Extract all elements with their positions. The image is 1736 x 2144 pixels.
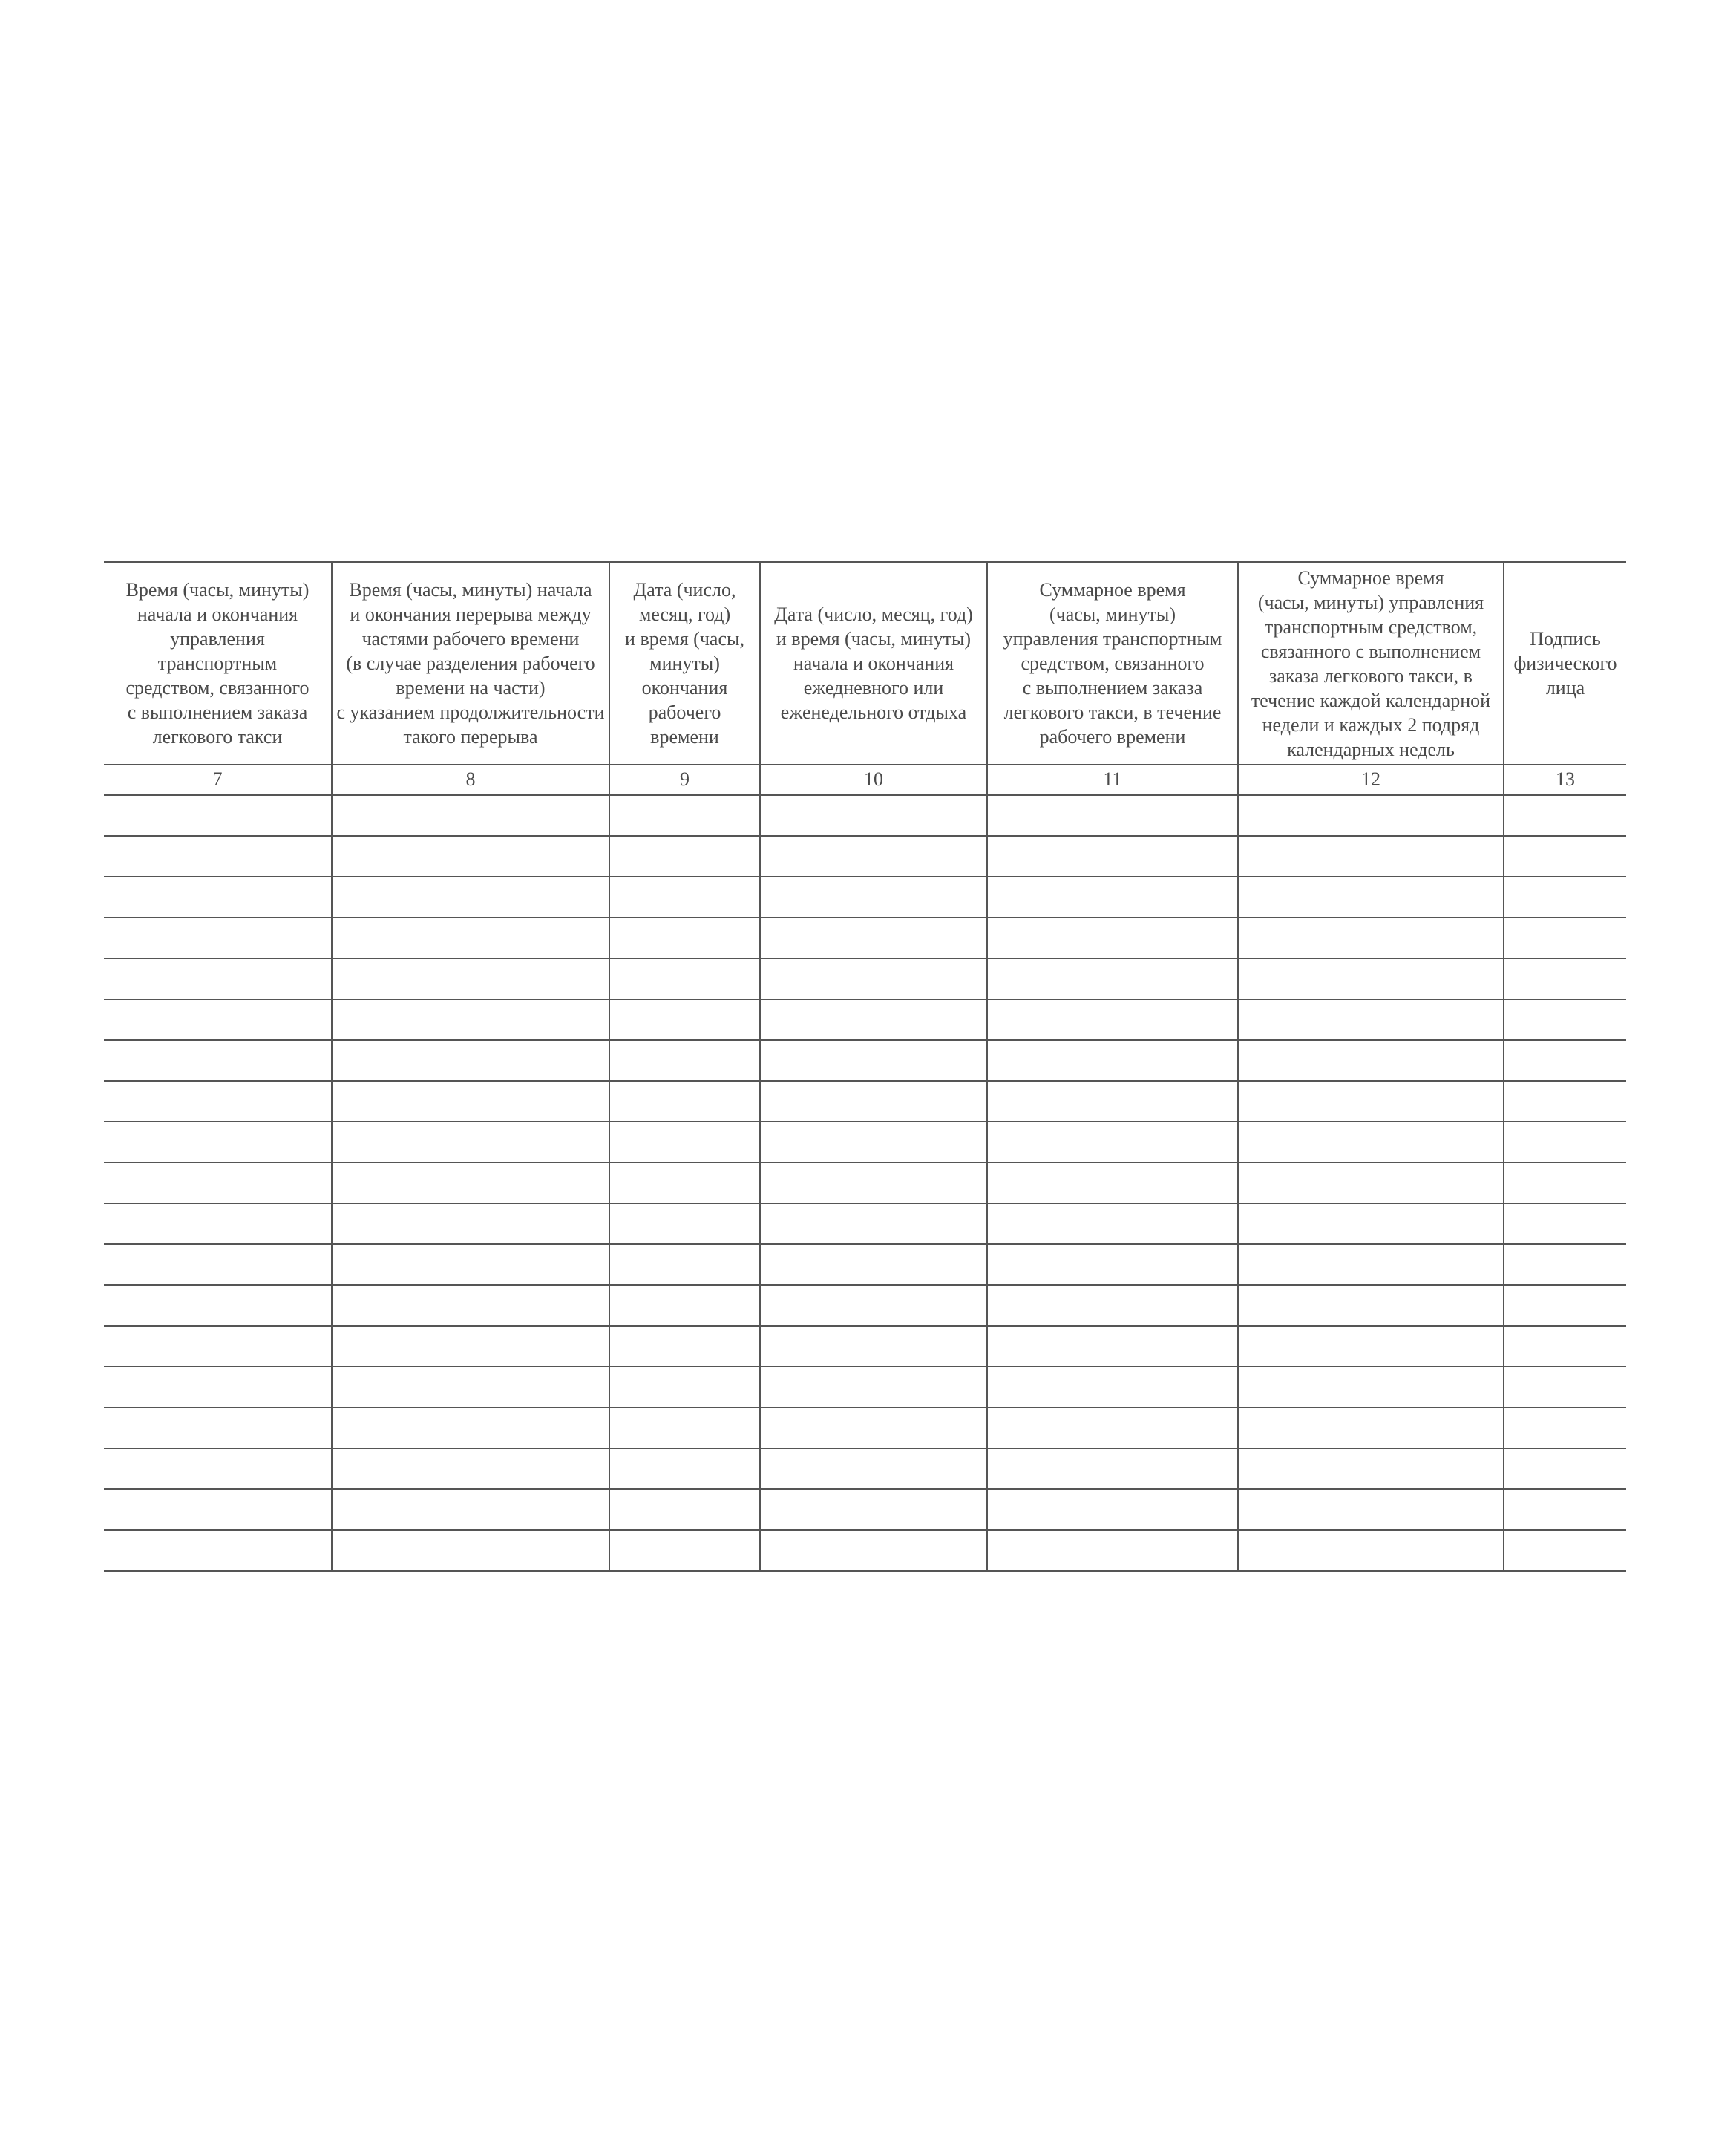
table-cell[interactable] [1238, 1244, 1504, 1285]
column-header-8: Время (часы, минуты) начала и окончания перерыва между частями рабочего времени (в случае разделения рабочего времени на части) с указанием продолжительности такого перерыва [332, 563, 609, 765]
table-cell[interactable] [987, 1326, 1238, 1367]
table-cell[interactable] [987, 1081, 1238, 1122]
table-cell[interactable] [104, 836, 332, 877]
table-cell[interactable] [760, 1367, 987, 1408]
table-cell[interactable] [609, 1530, 760, 1571]
column-header-7: Время (часы, минуты) начала и окончания управления транспортным средством, связанного с выполнением заказа легкового такси [104, 563, 332, 765]
table-cell[interactable] [1504, 1530, 1626, 1571]
table-cell[interactable] [332, 1040, 609, 1081]
table-cell[interactable] [987, 999, 1238, 1040]
table-cell[interactable] [1238, 1285, 1504, 1326]
table-cell[interactable] [760, 836, 987, 877]
table-cell[interactable] [1238, 1203, 1504, 1244]
table-cell[interactable] [332, 918, 609, 958]
table-cell[interactable] [1504, 1163, 1626, 1203]
table-cell[interactable] [1238, 999, 1504, 1040]
table-cell[interactable] [1238, 1448, 1504, 1489]
table-cell[interactable] [1504, 958, 1626, 999]
table-cell[interactable] [104, 1040, 332, 1081]
table-row [104, 1489, 1626, 1530]
table-cell[interactable] [104, 999, 332, 1040]
table-cell[interactable] [1504, 1040, 1626, 1081]
table-cell[interactable] [1504, 1122, 1626, 1163]
table-cell[interactable] [987, 1408, 1238, 1448]
column-header-10: Дата (число, месяц, год) и время (часы, минуты) начала и окончания ежедневного или еженедельного отдыха [760, 563, 987, 765]
table-cell[interactable] [104, 918, 332, 958]
table-cell[interactable] [332, 1367, 609, 1408]
table-cell[interactable] [760, 1244, 987, 1285]
table-row [104, 1408, 1626, 1448]
table-cell[interactable] [332, 1203, 609, 1244]
table-row [104, 1122, 1626, 1163]
column-number-12: 12 [1238, 765, 1504, 795]
table-cell[interactable] [987, 794, 1238, 836]
table-cell[interactable] [1238, 1081, 1504, 1122]
table-cell[interactable] [1504, 1244, 1626, 1285]
table-cell[interactable] [609, 1081, 760, 1122]
table-cell[interactable] [332, 1163, 609, 1203]
table-cell[interactable] [332, 1408, 609, 1448]
column-number-row [104, 765, 1626, 795]
table-cell[interactable] [987, 1489, 1238, 1530]
table-cell[interactable] [332, 1244, 609, 1285]
table-cell[interactable] [1238, 1408, 1504, 1448]
table-cell[interactable] [1504, 794, 1626, 836]
table-cell[interactable] [332, 1530, 609, 1571]
table-cell[interactable] [1238, 794, 1504, 836]
table-cell[interactable] [1238, 1163, 1504, 1203]
table-cell[interactable] [1238, 1040, 1504, 1081]
column-number-11: 11 [987, 765, 1238, 795]
table-cell[interactable] [104, 1448, 332, 1489]
table-cell[interactable] [1238, 958, 1504, 999]
table-cell[interactable] [609, 1040, 760, 1081]
table-cell[interactable] [1238, 1530, 1504, 1571]
table-cell[interactable] [987, 1122, 1238, 1163]
table-cell[interactable] [1504, 1285, 1626, 1326]
column-number-7: 7 [104, 765, 332, 795]
table-row [104, 836, 1626, 877]
table-cell[interactable] [104, 1367, 332, 1408]
table-cell[interactable] [609, 1489, 760, 1530]
table-cell[interactable] [987, 1367, 1238, 1408]
column-header-13: Подпись физического лица [1504, 563, 1626, 765]
column-number-8: 8 [332, 765, 609, 795]
table-cell[interactable] [760, 1285, 987, 1326]
table-cell[interactable] [609, 1326, 760, 1367]
table-cell[interactable] [987, 918, 1238, 958]
table-cell[interactable] [609, 1367, 760, 1408]
table-cell[interactable] [1238, 1122, 1504, 1163]
table-cell[interactable] [104, 1244, 332, 1285]
column-number-10: 10 [760, 765, 987, 795]
table-cell[interactable] [104, 1081, 332, 1122]
table-cell[interactable] [609, 999, 760, 1040]
table-cell[interactable] [760, 1326, 987, 1367]
table-cell[interactable] [1504, 1326, 1626, 1367]
table-cell[interactable] [609, 794, 760, 836]
table-cell[interactable] [987, 1285, 1238, 1326]
table-cell[interactable] [760, 1081, 987, 1122]
table-row [104, 1163, 1626, 1203]
table-cell[interactable] [760, 794, 987, 836]
table-cell[interactable] [1504, 1408, 1626, 1448]
column-header-12: Суммарное время (часы, минуты) управления транспортным средством, связанного с выполнением заказа легкового такси, в течение каждой календарной недели и каждых 2 подряд календарных недель [1238, 563, 1504, 765]
table-cell[interactable] [104, 1408, 332, 1448]
table-cell[interactable] [760, 1530, 987, 1571]
table-cell[interactable] [609, 1448, 760, 1489]
table-cell[interactable] [1238, 1326, 1504, 1367]
table-cell[interactable] [332, 1285, 609, 1326]
table-cell[interactable] [104, 1122, 332, 1163]
table-cell[interactable] [1504, 836, 1626, 877]
table-cell[interactable] [1238, 918, 1504, 958]
table-cell[interactable] [987, 1163, 1238, 1203]
table-cell[interactable] [760, 877, 987, 918]
table-row [104, 918, 1626, 958]
table-cell[interactable] [609, 1203, 760, 1244]
table-cell[interactable] [760, 1122, 987, 1163]
table-cell[interactable] [609, 918, 760, 958]
column-header-9: Дата (число, месяц, год) и время (часы, минуты) окончания рабочего времени [609, 563, 760, 765]
table-cell[interactable] [104, 1285, 332, 1326]
table-cell[interactable] [1238, 836, 1504, 877]
table-body [104, 794, 1626, 1571]
table-cell[interactable] [332, 999, 609, 1040]
table-cell[interactable] [332, 877, 609, 918]
table-cell[interactable] [104, 1203, 332, 1244]
table-cell[interactable] [1504, 918, 1626, 958]
table-row [104, 1203, 1626, 1244]
table-row [104, 958, 1626, 999]
column-header-11: Суммарное время (часы, минуты) управления транспортным средством, связанного с выполнением заказа легкового такси, в течение рабочего времени [987, 563, 1238, 765]
column-number-13: 13 [1504, 765, 1626, 795]
table-cell[interactable] [104, 794, 332, 836]
table-cell[interactable] [104, 1530, 332, 1571]
table-cell[interactable] [332, 1326, 609, 1367]
table-cell[interactable] [332, 1081, 609, 1122]
table-cell[interactable] [760, 918, 987, 958]
table-row [104, 1326, 1626, 1367]
table-cell[interactable] [1238, 1367, 1504, 1408]
table-cell[interactable] [987, 877, 1238, 918]
table-cell[interactable] [332, 1489, 609, 1530]
table-cell[interactable] [987, 836, 1238, 877]
table-cell[interactable] [1238, 877, 1504, 918]
table-cell[interactable] [104, 877, 332, 918]
table-cell[interactable] [1504, 877, 1626, 918]
table-cell[interactable] [332, 1122, 609, 1163]
table-row [104, 1448, 1626, 1489]
table-cell[interactable] [104, 1163, 332, 1203]
table-cell[interactable] [987, 1040, 1238, 1081]
table-cell[interactable] [987, 1530, 1238, 1571]
table-cell[interactable] [332, 1448, 609, 1489]
table-row [104, 1244, 1626, 1285]
table-cell[interactable] [609, 877, 760, 918]
table-cell[interactable] [1504, 1448, 1626, 1489]
table-cell[interactable] [104, 1489, 332, 1530]
table-cell[interactable] [987, 1203, 1238, 1244]
table-cell[interactable] [987, 958, 1238, 999]
table-cell[interactable] [1504, 1489, 1626, 1530]
taxi-work-time-log-table [104, 561, 1626, 1572]
table-cell[interactable] [987, 1244, 1238, 1285]
table-cell[interactable] [1504, 1203, 1626, 1244]
table-row [104, 1530, 1626, 1571]
table-cell[interactable] [1238, 1489, 1504, 1530]
table-row [104, 877, 1626, 918]
table-cell[interactable] [760, 1489, 987, 1530]
table-cell[interactable] [1504, 1367, 1626, 1408]
table-cell[interactable] [332, 836, 609, 877]
table-cell[interactable] [760, 1448, 987, 1489]
table-row [104, 999, 1626, 1040]
table-row [104, 1081, 1626, 1122]
table-cell[interactable] [1504, 999, 1626, 1040]
table-cell[interactable] [104, 1326, 332, 1367]
table-cell[interactable] [609, 1244, 760, 1285]
table-cell[interactable] [609, 1163, 760, 1203]
table-cell[interactable] [760, 1203, 987, 1244]
table-cell[interactable] [1504, 1081, 1626, 1122]
table-cell[interactable] [760, 1040, 987, 1081]
table-cell[interactable] [104, 958, 332, 999]
table-cell[interactable] [609, 958, 760, 999]
table-cell[interactable] [332, 794, 609, 836]
table-cell[interactable] [760, 1408, 987, 1448]
table-cell[interactable] [609, 1122, 760, 1163]
table-row [104, 794, 1626, 836]
table-row [104, 1285, 1626, 1326]
table-cell[interactable] [987, 1448, 1238, 1489]
table-cell[interactable] [760, 999, 987, 1040]
table-cell[interactable] [609, 1408, 760, 1448]
table-cell[interactable] [760, 958, 987, 999]
table-cell[interactable] [609, 836, 760, 877]
header-row [104, 563, 1626, 765]
table-row [104, 1040, 1626, 1081]
table-cell[interactable] [332, 958, 609, 999]
table-row [104, 1367, 1626, 1408]
table-cell[interactable] [760, 1163, 987, 1203]
column-number-9: 9 [609, 765, 760, 795]
table-cell[interactable] [609, 1285, 760, 1326]
